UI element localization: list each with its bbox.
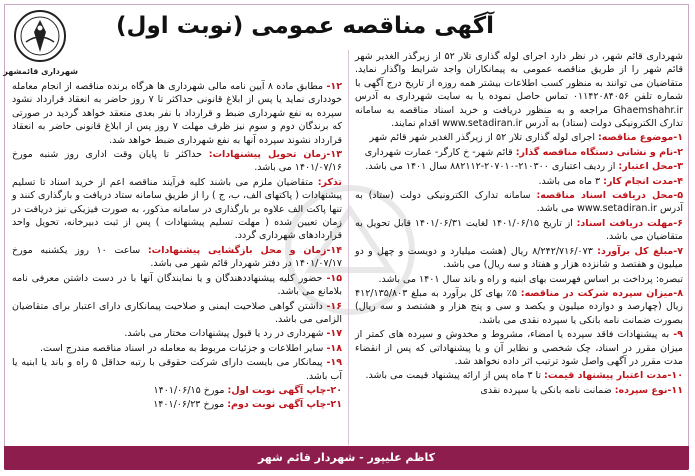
notice-item <box>355 245 683 272</box>
notice-item <box>12 384 342 397</box>
notice-item <box>12 272 342 299</box>
notice-item <box>12 176 342 243</box>
item-label: ۶-مهلت دریافت اسناد: <box>576 217 684 229</box>
item-label: ۱۸- <box>326 342 342 354</box>
notice-item <box>355 384 683 397</box>
item-label: ۱۶- <box>326 300 342 312</box>
item-text: ۳ ماه می باشد. <box>538 175 601 187</box>
notice-item <box>355 217 683 244</box>
item-label: ۱۲- <box>326 81 342 92</box>
item-text: مطابق ماده ۸ آیین نامه مالی شهرداری ها هرگاه برنده مناقصه از انجام معامله خودداری نماید یا پس از ابلاغ قانونی حداکثر تا ۷ روز حاضر به انعقاد قرارداد نشود سپرده به نفع شهرداری ضبط و قرارداد با نفر بعدی منعقد خواهد گردید در صورتی که برندگان دوم و سوم نیز ظرف مهلت ۷ روز پس از ابلاغ قانونی حاضر به انعقاد قرارداد نشوند سپرده آنها به نفع شهرداری ضبط خواهد شد. <box>12 81 343 146</box>
item-text: تا ۳ ماه پس از ارائه پیشنهاد قیمت می باشد. <box>365 370 541 382</box>
notice-item <box>12 80 342 147</box>
item-label: ۷-مبلغ کل برآورد: <box>597 245 683 257</box>
notice-item <box>12 244 342 271</box>
item-text: ضمانت نامه بانکی یا سپرده نقدی <box>480 384 612 396</box>
item-label: ۱۰-مدت اعتبار پیشنهاد قیمت: <box>544 370 683 382</box>
notice-item <box>355 146 683 159</box>
item-text: از تاریخ ۱۴۰۱/۰۶/۱۵ لغایت ۱۴۰۱/۰۶/۳۱ قابل تحویل به متقاضیان می باشد. <box>355 217 683 243</box>
item-text: سایر اطلاعات و جزئیات مربوط به معامله در اسناد مناقصه مندرج است. <box>39 342 324 354</box>
item-text: اجرای لوله گذاری تلار ۵۲ از زیرگذر الغدیر شهر قائم شهر <box>369 132 595 144</box>
item-text: مورخ ۱۴۰۱/۰۶/۲۳ <box>153 399 225 411</box>
item-label: ۱۷- <box>326 328 342 340</box>
notice-item <box>12 148 342 175</box>
item-text: قائم شهر- خ کارگر- عمارت شهرداری <box>364 146 513 158</box>
item-label: ۵-محل دریافت اسناد مناقصه: <box>536 190 683 202</box>
item-text: ۸/۲۴۲/۷۱۶/۰۷۳ ریال (هشت میلیارد و دویست و چهل و دو میلیون و هفتصد و شانزده هزار و هفتاد و سه ریال) می باشد. <box>355 245 683 271</box>
notice-item <box>355 175 683 188</box>
item-text: حضور کلیه پیشنهاددهندگان و یا نمایندگان آنها با در دست داشتن معرفی نامه بلامانع می باشد. <box>12 272 342 298</box>
item-label: ۱۴-زمان و محل بازگشایی پیشنهادات: <box>147 244 342 256</box>
item-label: ۳-محل اعتبار: <box>618 161 683 173</box>
logo-caption: شهرداری قائمشهر <box>3 67 78 76</box>
item-text: تبصره: پرداخت بر اساس فهرست بهای ابنیه و راه و باند سال ۱۴۰۱ می باشد. <box>378 273 683 285</box>
footer-signature: کاظم علیپور - شهردار قائم شهر <box>4 446 689 470</box>
notice-item <box>355 369 683 382</box>
notice-title: آگهی مناقصه عمومی (نوبت اول) <box>116 13 494 39</box>
item-label: ۲-نام و نشانی دستگاه مناقصه گذار: <box>515 146 683 158</box>
notice-item <box>12 327 342 340</box>
column-divider <box>348 50 349 445</box>
item-label: ۱-موضوع مناقصه: <box>598 132 683 144</box>
item-label: ۹- <box>673 329 683 341</box>
municipality-logo-icon <box>12 8 68 66</box>
item-label: ۱۱-نوع سپرده: <box>614 384 683 396</box>
item-text: حداکثر تا پایان وقت اداری روز شنبه مورخ ۱۴۰۱/۰۷/۱۶ می باشد. <box>12 149 342 174</box>
notice-item <box>12 356 342 383</box>
item-text: ۵٪ بهای کل برآورد به مبلغ ۴۱۲/۱۳۵/۸۰۳ ریال (چهارصد و دوازده میلیون و یکصد و سی و پنج هزار و هشتصد و سه ریال) بصورت ضمانت نامه بانکی یا سپرده نقدی می باشد. <box>355 287 683 326</box>
item-label: ۸-میزان سپرده شرکت در مناقصه: <box>520 287 683 299</box>
notice-item <box>355 287 683 327</box>
notice-item <box>355 160 683 173</box>
left-column <box>12 80 343 411</box>
item-label: ۲۱-چاپ آگهی نوبت دوم: <box>227 399 342 411</box>
item-text: شهرداری در رد یا قبول پیشنهادات مختار می باشد. <box>124 328 324 340</box>
item-label: ۲۰-چاپ آگهی نوبت اول: <box>227 384 342 396</box>
notice-item <box>12 300 342 327</box>
item-label: ۱۵- <box>326 272 342 284</box>
notice-item <box>355 189 683 216</box>
notice-item <box>355 328 683 368</box>
notice-item <box>12 342 342 355</box>
notice-item <box>355 273 683 286</box>
item-text: پیمانکار می بایست دارای شرکت حقوقی با رتبه حداقل ۵ راه و باند یا ابنیه یا آب باشد. <box>12 357 342 382</box>
item-text: مورخ ۱۴۰۱/۰۶/۱۵ <box>153 384 225 396</box>
item-text: از ردیف اعتباری ۲۱۰۳۰۰-۲۰۷۰۱۰-۸۸۲۱۱۲ سال ۱۴۰۱ می باشد. <box>365 161 616 173</box>
item-text: سامانه تدارک الکترونیکی دولت (ستاد) به آدرس www.setadiran.ir می باشد. <box>355 190 683 215</box>
item-label: تذکر: <box>317 176 342 188</box>
right-column <box>355 50 683 444</box>
item-text: متقاضیان ملزم می باشند کلیه فرآیند مناقصه اعم از خرید اسناد تا تسلیم پیشنهادات ( پاکتهای الف، ب، ج ) را از طریق سامانه ستاد دریافت و بارگذاری کنند و تنها پاکت الف علاوه بر بارگذاری در سامانه مذکور، به صورت فیزیکی نیز دریافت در زمان تعیین شده ( مهلت تسلیم پیشنهادات ) پس از ثبت دبیرخانه، تحویل واحد قراردادهای شهرداری گردد. <box>12 176 342 242</box>
item-label: ۴-مدت انجام کار: <box>603 175 683 187</box>
item-label: ۱۳-زمان تحویل پیشنهادات: <box>208 149 342 161</box>
notice-item <box>355 131 683 144</box>
item-text: ساعت ۱۰ روز یکشنبه مورخ ۱۴۰۱/۰۷/۱۷ در دفتر شهردار قائم شهر می باشد. <box>12 244 342 270</box>
item-label: ۱۹- <box>326 357 342 369</box>
notice-item <box>12 398 342 411</box>
item-text: به پیشنهادات فاقد سپرده یا امضاء، مشروط و مخدوش و سپرده های کمتر از میزان مقرر در اسناد، چک شخصی و نظایر آن و یا پیشنهاداتی که پس از انقضاء مدت مقرر در آگهی واصل شود ترتیب اثر داده نخواهد شد. <box>355 329 683 367</box>
item-text: داشتن گواهی صلاحیت ایمنی و صلاحیت پیمانکاری دارای اعتبار برای متقاضیان الزامی می باشد. <box>12 300 342 325</box>
intro-paragraph: شهرداری قائم شهر، در نظر دارد اجرای لوله گذاری تلار ۵۲ از زیرگذر الغدیر شهر قائم شهر را از طریق مناقصه عمومی به پیمانکاران واجد شرایط واگذار نماید. متقاضیان می توانند به منظور کسب اطلاعات بیشتر همه روزه از تاریخ درج آگهی با شماره تلفن ۰۱۱۴۲۰۸۴۰۵۶ تماس حاصل نموده یا به سایت شهرداری به آدرس Ghaemshahr.ir مراجعه و به منظور دریافت و خرید اسناد مناقصه به سامانه تدارک الکترونیکی دولت (ستاد) به آدرس www.setadiran.ir اقدام نمایند. <box>355 51 683 130</box>
